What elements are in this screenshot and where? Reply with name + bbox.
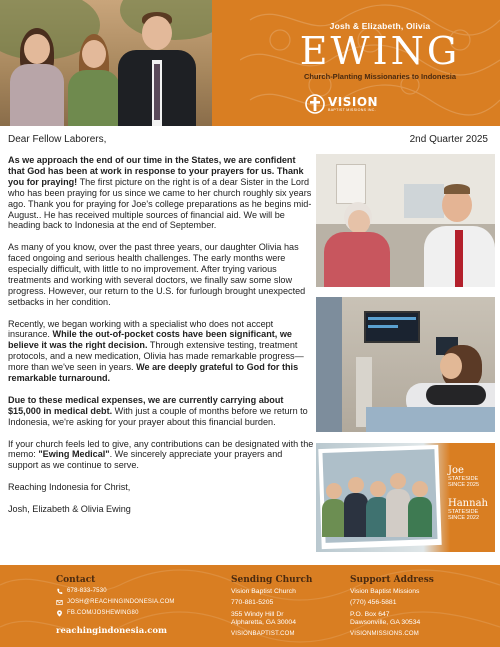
- caption-joe-line2: SINCE 2025: [448, 482, 480, 488]
- church-address-line1: 355 Windy Hill Dr: [231, 611, 284, 618]
- p3-text-b: Through extensive testing, treatment protocols, and a new medication, Olivia has made remarkable progress—more than we've seen in years.: [8, 340, 304, 373]
- caption-joe-line1: STATESIDE: [448, 476, 479, 482]
- contact-email[interactable]: JOSH@REACHINGINDONESIA.COM: [67, 599, 175, 605]
- logo-tagline: BAPTIST MISSIONS INC.: [328, 107, 376, 112]
- photo-olivia-treatment: [316, 297, 495, 432]
- p5-text-b: . We sincerely appreciate your prayers and support as we continue to serve.: [8, 449, 283, 471]
- email-icon: [56, 599, 63, 606]
- caption-hannah-line1: STATESIDE: [448, 509, 479, 515]
- p1-text: The first picture on the right is of a dear Sister in the Lord who has been praying for us since we came to her church roughly six years ago. Thank you for praying for Joe's college preparations as he begins mid-August.. He has received multiple sources of financial aid. We will be heading back to Indonesia at the end of September.: [8, 176, 312, 231]
- p5-text-a: If your church feels led to give, any contributions can be designated with the memo:: [8, 438, 314, 460]
- contact-website[interactable]: reachingindonesia.com: [56, 626, 168, 636]
- caption-hannah-name: Hannah: [448, 498, 488, 509]
- p1-bold: As we approach the end of our time in the States, we are confident that God has been at work in response to your prayers for us. Thank you for praying!: [8, 155, 304, 187]
- vision-cross-icon: [304, 93, 326, 115]
- caption-hannah: [448, 499, 488, 521]
- p5-bold: "Ewing Medical": [38, 449, 110, 460]
- p4-text: With just a couple of months before we return to Indonesia, we're asking for your prayer about this financial burden.: [8, 405, 308, 427]
- p4-bold: Due to these medical expenses, we are currently carrying about $15,000 in medical debt.: [8, 394, 284, 416]
- paragraph-1: [8, 155, 314, 231]
- paragraph-5: [8, 439, 314, 472]
- family-photo: [0, 0, 212, 126]
- vision-logo: [304, 92, 378, 116]
- support-website[interactable]: VISIONMISSIONS.COM: [350, 631, 419, 637]
- contact-heading: Contact: [56, 575, 96, 585]
- photo-church-sister: [316, 154, 495, 287]
- church-website[interactable]: VISIONBAPTIST.COM: [231, 631, 295, 637]
- logo-word: VISION: [328, 94, 379, 109]
- church-phone[interactable]: 770-881-5205: [231, 599, 274, 606]
- phone-icon: [56, 588, 63, 595]
- support-name: Vision Baptist Missions: [350, 588, 420, 595]
- p3-bold-a: While the out-of-pocket costs have been significant, we believe it was the right decision.: [8, 329, 292, 351]
- caption-joe-name: Joe: [448, 465, 464, 476]
- issue-date: 2nd Quarter 2025: [409, 134, 488, 145]
- paragraph-4: [8, 395, 314, 428]
- newsletter-header: [0, 0, 500, 126]
- contact-phone[interactable]: 678-833-7530: [67, 588, 107, 594]
- paragraph-2: [8, 242, 314, 307]
- p3-bold-b: We are deeply grateful to God for this remarkable turnaround.: [8, 362, 299, 384]
- newsletter-title: EWING: [299, 29, 461, 73]
- greeting: Dear Fellow Laborers,: [8, 134, 107, 145]
- signature: Josh, Elizabeth & Olivia Ewing: [8, 503, 131, 514]
- caption-hannah-line2: SINCE 2022: [448, 515, 480, 521]
- caption-joe: [448, 466, 479, 488]
- closing: Reaching Indonesia for Christ,: [8, 482, 131, 493]
- support-address-heading: Support Address: [350, 575, 434, 585]
- newsletter-footer: [0, 565, 500, 647]
- support-phone[interactable]: (770) 456-5881: [350, 599, 397, 606]
- location-pin-icon: [56, 610, 63, 617]
- letter-body: [8, 155, 314, 526]
- contact-facebook[interactable]: FB.COM/JOSHEWING80: [67, 610, 139, 616]
- support-address-line2: Dawsonville, GA 30534: [350, 619, 421, 626]
- ministry-subtitle: Church-Planting Missionaries to Indonesia: [303, 72, 457, 81]
- p2-text: As many of you know, over the past three years, our daughter Olivia has faced ongoing and serious health challenges. The early months were especially difficult, with little to no improvement. After trying various treatments and working with several doctors, we finally saw some slow progress. However, our return to the U.S. for furlough brought unexpected setbacks in her condition.: [8, 242, 306, 307]
- church-name: Vision Baptist Church: [231, 588, 296, 595]
- paragraph-3: [8, 319, 314, 384]
- sending-church-heading: Sending Church: [231, 575, 313, 585]
- church-address-line2: Alpharetta, GA 30004: [231, 619, 296, 626]
- p3-text-a: Recently, we began working with a specialist who does not accept insurance.: [8, 318, 274, 340]
- support-address-line1: P.O. Box 647: [350, 611, 390, 618]
- family-names: Josh & Elizabeth, Olivia: [329, 21, 431, 31]
